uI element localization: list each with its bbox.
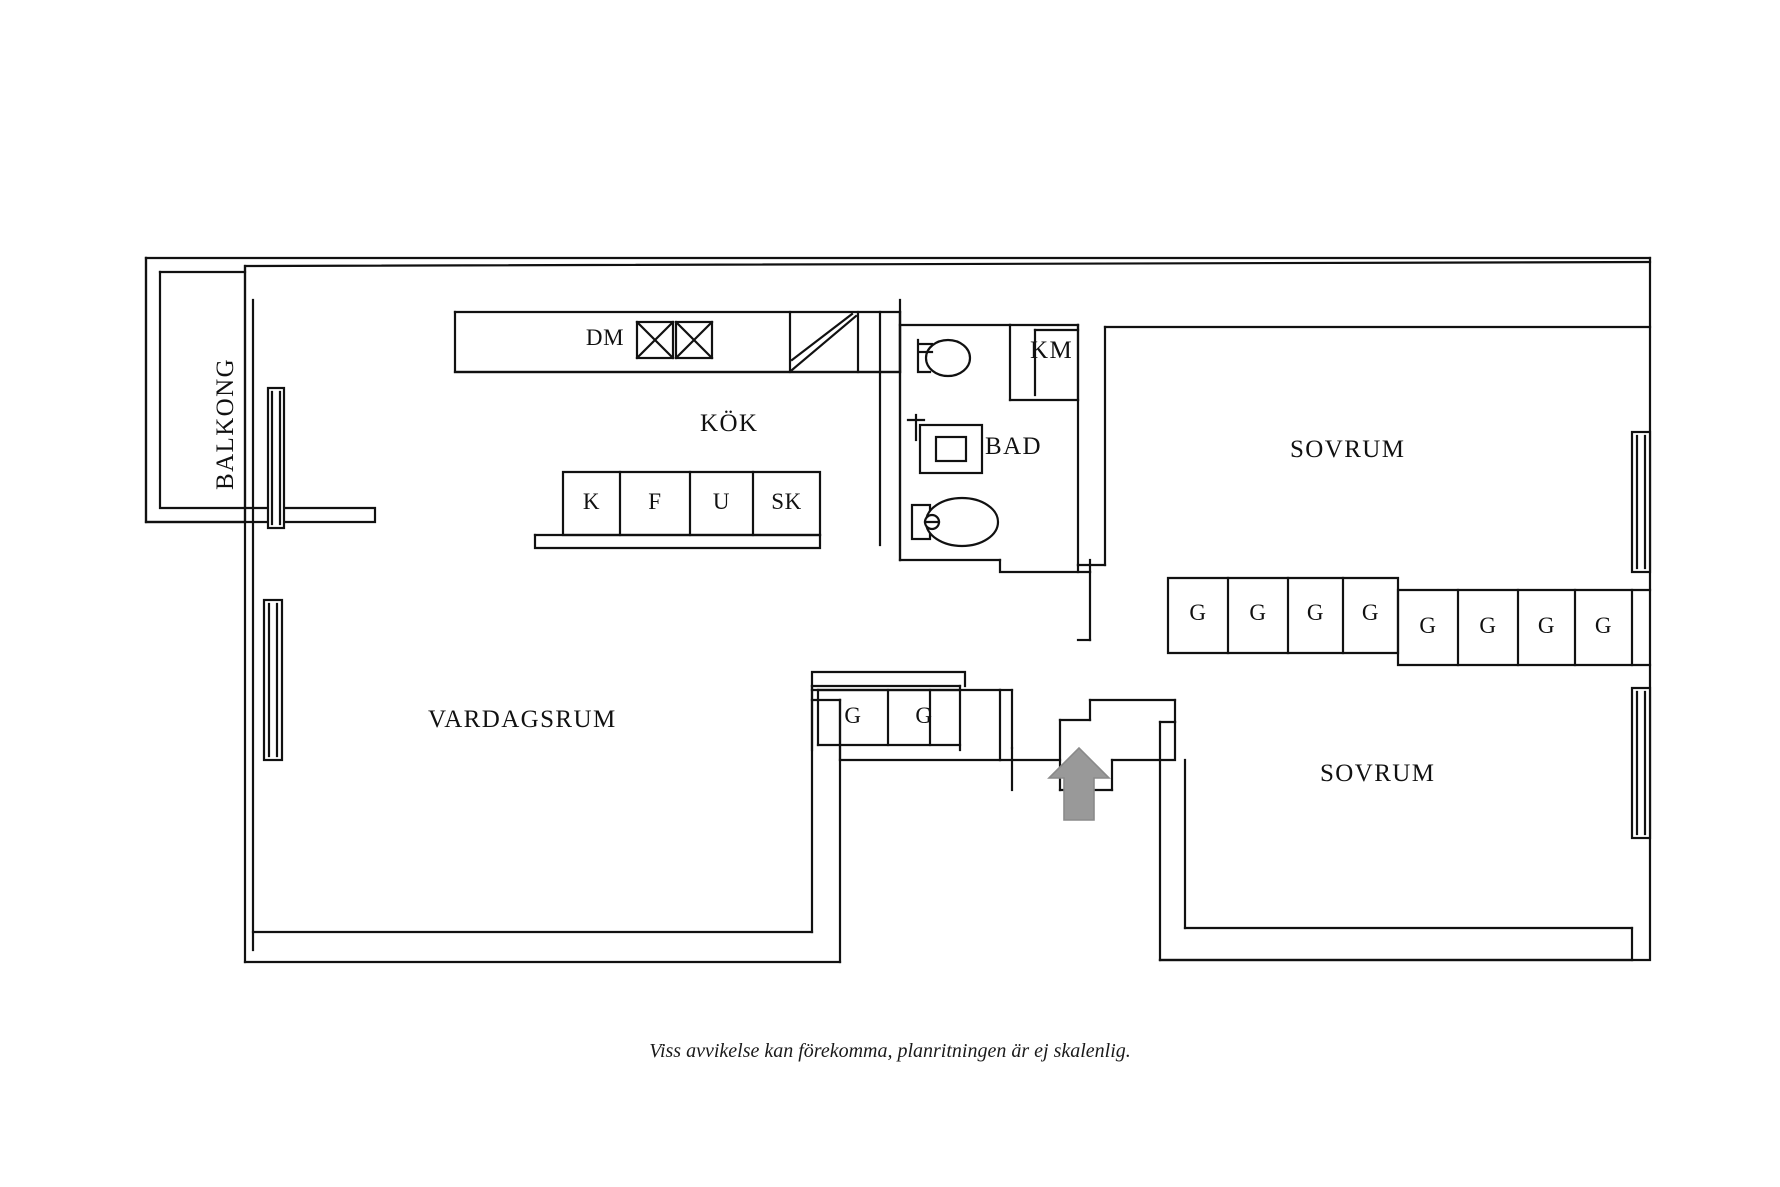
room-label-balkong: BALKONG [212, 357, 239, 490]
room-label-sovrum-2: SOVRUM [1320, 760, 1436, 787]
wardrobe-bedroom-right-1: G [1419, 613, 1437, 638]
entrance-arrow [1049, 748, 1109, 820]
kitchen-dm-label: DM [585, 325, 625, 350]
wardrobe-hall-1: G [844, 703, 862, 728]
kitchen-appliance-f: F [648, 489, 662, 514]
wardrobe-hall-2: G [915, 703, 933, 728]
wardrobe-bedroom-left-2: G [1249, 600, 1267, 625]
room-label-vardagsrum: VARDAGSRUM [428, 706, 617, 733]
wardrobe-bedroom-left-1: G [1189, 600, 1207, 625]
room-label-kok: KÖK [700, 410, 759, 437]
wardrobe-bedroom-right-4: G [1594, 613, 1613, 638]
wardrobe-bedroom-left-4: G [1361, 600, 1380, 625]
kitchen-appliance-sk: SK [771, 489, 802, 514]
wardrobe-bedroom-left-3: G [1306, 600, 1325, 625]
room-label-sovrum-1: SOVRUM [1290, 436, 1406, 463]
wardrobe-bedroom-right-3: G [1537, 613, 1556, 638]
room-label-km: KM [1030, 337, 1074, 364]
kitchen-appliance-u: U [712, 489, 731, 514]
disclaimer-text: Viss avvikelse kan förekomma, planritningen är ej skalenlig. [649, 1040, 1131, 1062]
wardrobe-bedroom-right-2: G [1479, 613, 1497, 638]
kitchen-appliance-k: K [582, 489, 601, 514]
room-label-bad: BAD [985, 433, 1042, 460]
